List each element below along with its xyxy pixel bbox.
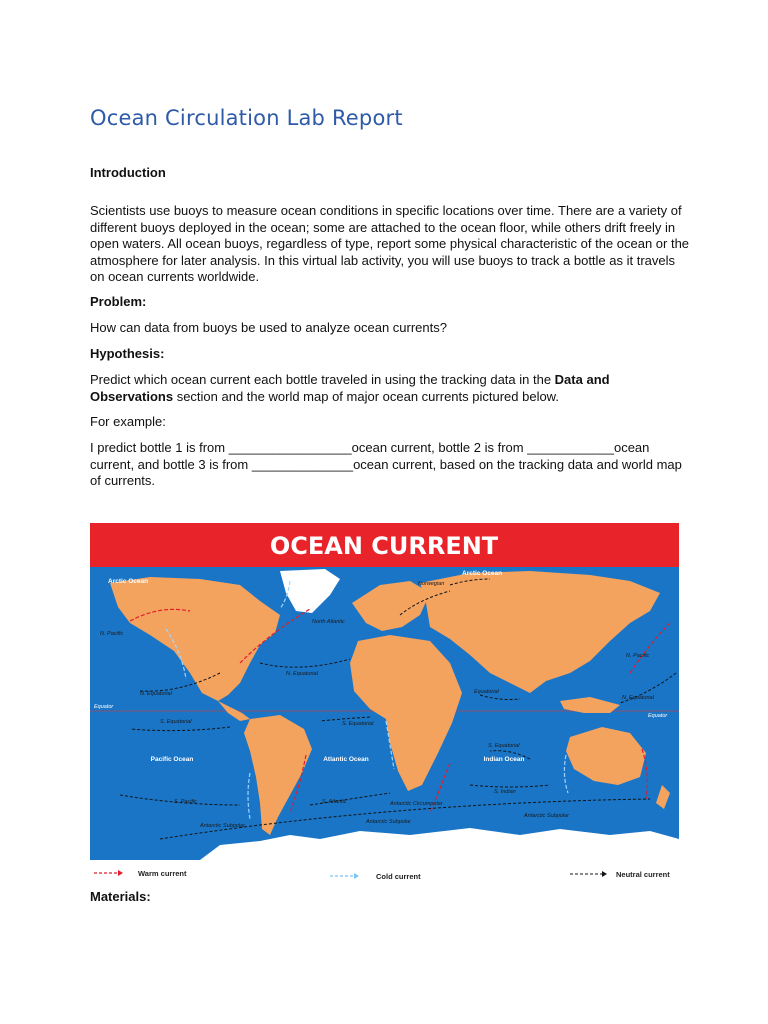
label-equator-right: Equator — [648, 713, 668, 719]
legend-cold-label: Cold current — [376, 872, 421, 881]
introduction-text: Scientists use buoys to measure ocean conditions in specific locations over time. There are a variety of different buoys deployed in the ocean; some are attached to the ocean floor, while others drift freely in open waters. All ocean buoys, regardless of type, report some physical characteristic of the ocean or the atmosphere for later analysis. In this virtual lab activity, you will use buoys to track a bottle as it travels on ocean currents worldwide. — [90, 203, 690, 284]
problem-text: How can data from buoys be used to analyze ocean currents? — [90, 320, 447, 335]
label-s-atlantic: S. Atlantic — [322, 799, 347, 805]
label-n-equatorial-atl: N. Equatorial — [286, 671, 318, 677]
label-s-equatorial-ind: S. Equatorial — [488, 743, 520, 749]
hypothesis-text — [90, 372, 690, 405]
label-equator-left: Equator — [94, 704, 114, 710]
label-atlantic: Atlantic Ocean — [323, 756, 369, 763]
map-banner-title: OCEAN CURRENT — [269, 532, 499, 560]
legend-warm-label: Warm current — [138, 869, 187, 878]
label-pacific-text: Pacific Ocean — [150, 756, 194, 763]
label-norwegian: Norwegian — [418, 581, 445, 587]
label-southern: Southern Ocean — [292, 838, 344, 845]
label-n-pacific-left: N. Pacific — [100, 631, 124, 637]
page-title: Ocean Circulation Lab Report — [90, 106, 403, 130]
label-s-pacific: S. Pacific — [174, 799, 197, 805]
hypothesis-pre: Predict which ocean current each bottle traveled in using the tracking data in the — [90, 372, 555, 387]
label-n-equatorial-left: N. Equatorial — [140, 691, 172, 697]
label-indian: Indian Ocean — [483, 756, 525, 763]
label-s-equatorial-left: S. Equatorial — [160, 719, 192, 725]
ocean-current-map — [90, 523, 679, 883]
example-text: I predict bottle 1 is from _________________ocean current, bottle 2 is from ____________ocean current, and bottle 3 is from ______________ocean current, based on the tracking data and world map of currents. — [90, 440, 682, 488]
label-arctic-right: Arctic Ocean — [462, 570, 503, 577]
hypothesis-post: section and the world map of major ocean currents pictured below. — [173, 388, 559, 404]
label-antarctic-subpolar-left: Antarctic Subpolar — [200, 823, 245, 829]
example-label: For example: — [90, 414, 166, 429]
label-s-indian: S. Indian — [494, 789, 516, 795]
problem-heading: Problem: — [90, 294, 147, 309]
label-equatorial-ind: Equatorial — [474, 689, 499, 695]
hypothesis-bold: Data and Observations — [90, 372, 610, 404]
label-antarctic-subpolar-right: Antarctic Subpolar — [524, 813, 569, 819]
legend-neutral-label: Neutral current — [616, 870, 670, 879]
label-s-equatorial-atl: S. Equatorial — [342, 721, 374, 727]
label-antarctic-subpolar-mid: Antarctic Subpolar — [366, 819, 411, 825]
label-pacific — [151, 756, 194, 763]
introduction-heading: Introduction — [90, 165, 166, 180]
label-north-atlantic: North Atlantic — [312, 619, 345, 625]
label-n-equatorial-right: N. Equatorial — [622, 695, 654, 701]
label-n-pacific-right: N. Pacific — [626, 653, 650, 659]
label-arctic-left: Arctic Ocean — [108, 578, 149, 585]
hypothesis-heading: Hypothesis: — [90, 346, 165, 361]
label-antarctic-circumpolar: Antarctic Circumpolar — [390, 801, 443, 807]
materials-heading: Materials: — [90, 889, 151, 904]
